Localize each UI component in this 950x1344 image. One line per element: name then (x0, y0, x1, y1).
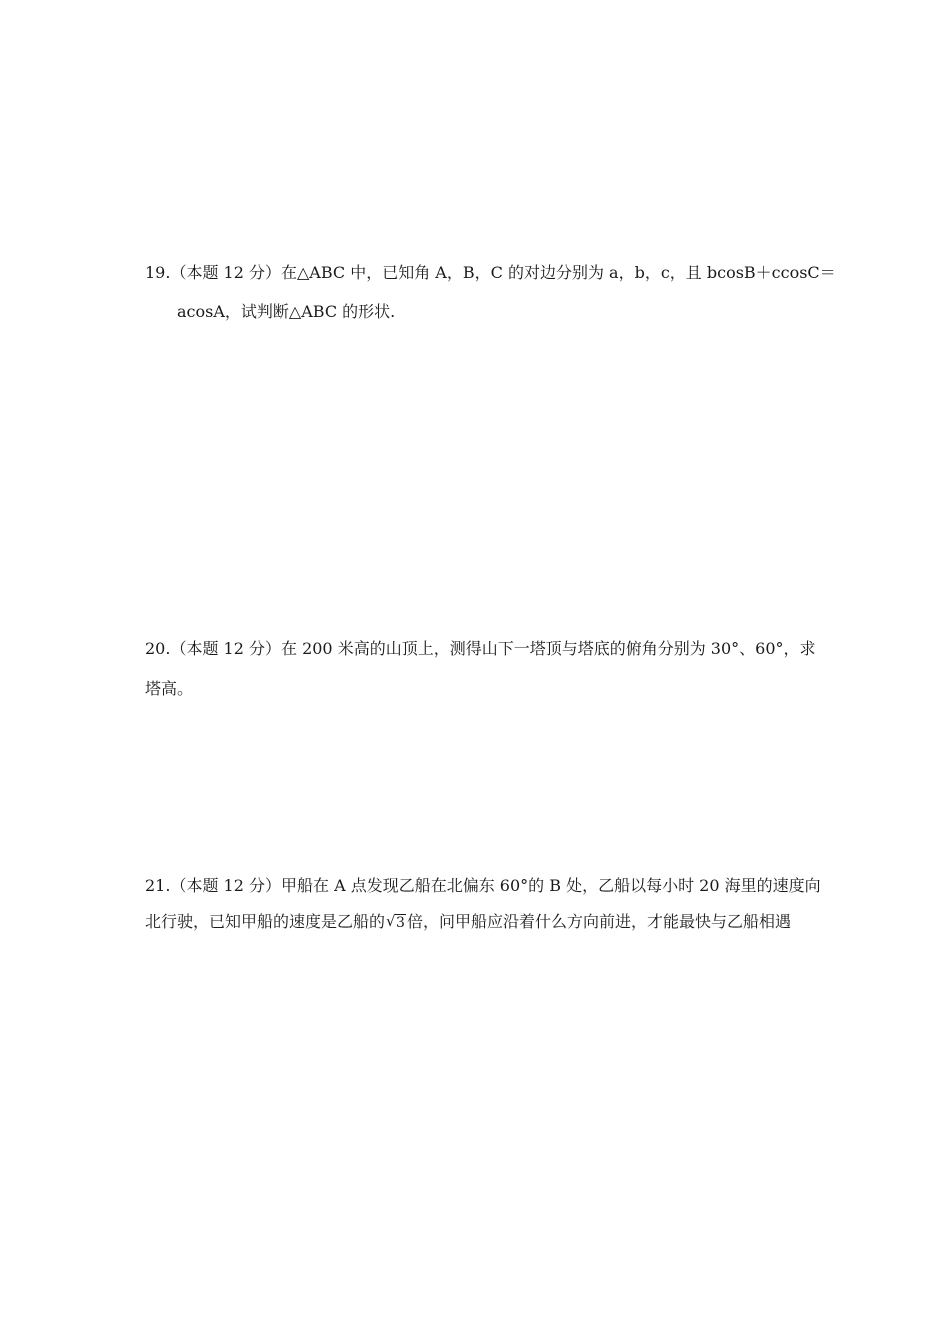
question-21-line-1: 21.（本题 12 分）甲船在 A 点发现乙船在北偏东 60°的 B 处，乙船以每小时 20 海里的速度向 (145, 876, 821, 895)
radical-sign: √ (386, 912, 396, 930)
sqrt-3-expression (386, 912, 406, 933)
question-20-line-2: 塔高。 (145, 679, 194, 698)
question-19-line-2: acosA，试判断△ABC 的形状. (177, 302, 396, 321)
radicand: 3 (396, 915, 405, 931)
question-21-line-2 (145, 912, 791, 932)
question-20-line-1: 20.（本题 12 分）在 200 米高的山顶上，测得山下一塔顶与塔底的俯角分别为 30°、60°，求 (145, 639, 816, 658)
question-19-line-1: 19.（本题 12 分）在△ABC 中，已知角 A，B，C 的对边分别为 a，b，c，且 bcosB＋ccosC＝ (145, 263, 836, 282)
question-21-line-2-before: 北行驶，已知甲船的速度是乙船的 (145, 912, 386, 931)
question-21-line-2-after: 倍，问甲船应沿着什么方向前进，才能最快与乙船相遇 (406, 912, 791, 931)
